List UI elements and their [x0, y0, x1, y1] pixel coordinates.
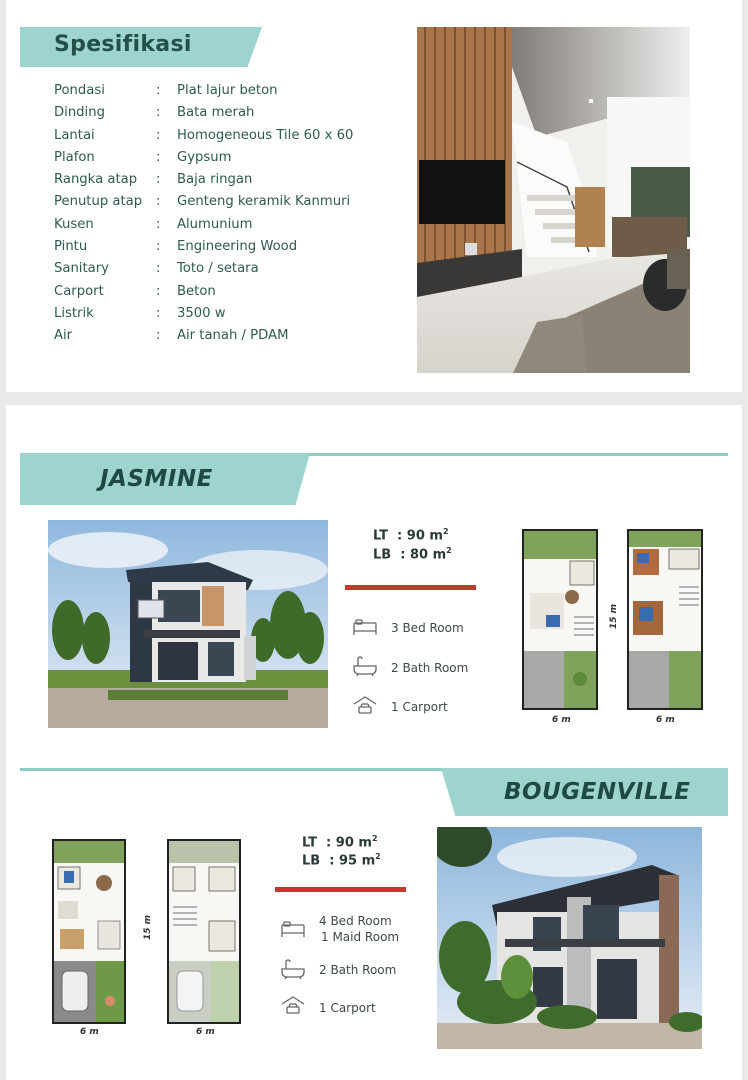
jasmine-floorplan-upper [627, 529, 703, 710]
spec-sep: : [156, 194, 161, 210]
jasmine-lb-unit-sup: 2 [446, 546, 452, 555]
spec-value: Homogeneous Tile 60 x 60 [177, 127, 354, 143]
bougenville-dim-length: 15 m [143, 914, 153, 940]
jasmine-lt: LT : 90 $m^2$ [373, 527, 449, 544]
bathtub-icon [280, 958, 306, 984]
bougenville-lt-unit-sup: 2 [371, 834, 378, 843]
carport-icon [280, 995, 306, 1021]
spec-value: Toto / setara [177, 261, 259, 277]
bougenville-lt-value: 90 m [335, 835, 372, 851]
bougenville-feature-carport: 1 Carport [319, 1001, 376, 1015]
jasmine-lt-label: LT [373, 528, 388, 544]
jasmine-lb-value: 80 m [409, 547, 447, 563]
bougenville-lb: LB : 95 $m^2$ [302, 852, 381, 869]
spec-key: Kusen [54, 216, 94, 232]
jasmine-dim-width-1: 6 m [552, 715, 571, 725]
bougenville-feature-bathroom: 2 Bath Room [319, 963, 397, 977]
spec-sep: : [156, 149, 161, 165]
spec-value: Engineering Wood [177, 239, 298, 255]
bougenville-feature-bedroom: 4 Bed Room [319, 914, 392, 928]
carport-icon [352, 695, 378, 721]
bougenville-dim-width-1: 6 m [80, 1027, 99, 1037]
house-types-page [6, 405, 742, 1080]
spec-value: Beton [177, 283, 216, 299]
spec-value: Air tanah / PDAM [177, 328, 289, 344]
bed-icon [352, 617, 378, 641]
bathtub-icon [352, 655, 378, 681]
jasmine-house-photo [48, 520, 328, 728]
spec-value: Bata merah [177, 105, 255, 121]
spec-key: Pondasi [54, 83, 105, 98]
bougenville-floorplan-upper [167, 839, 241, 1024]
spec-key: Dinding [54, 105, 105, 121]
spec-key: Penutup atap [54, 194, 143, 210]
spec-value: Baja ringan [177, 172, 253, 188]
jasmine-feature-bedroom: 3 Bed Room [391, 621, 464, 635]
spec-sep: : [156, 83, 161, 98]
jasmine-dim-length: 15 m [609, 603, 619, 629]
spec-sep: : [156, 105, 161, 121]
bougenville-lb-label: LB [302, 853, 321, 869]
interior-photo [417, 27, 690, 373]
jasmine-feature-bathroom: 2 Bath Room [391, 661, 469, 675]
spec-sep: : [156, 305, 161, 321]
bougenville-lt: LT : 90 $m^2$ [302, 834, 378, 851]
jasmine-floorplan-ground [522, 529, 598, 710]
spec-sep: : [156, 216, 161, 232]
spec-sep: : [156, 283, 161, 299]
spec-value: Genteng keramik Kanmuri [177, 194, 351, 210]
spec-key: Rangka atap [54, 172, 138, 188]
bougenville-floorplan-ground [52, 839, 126, 1024]
bougenville-lb-unit-sup: 2 [375, 852, 381, 861]
spec-key: Lantai [54, 127, 95, 143]
jasmine-lb-label: LB [373, 547, 392, 563]
spec-title: Spesifikasi [54, 32, 192, 57]
jasmine-title: JASMINE [100, 466, 213, 492]
bougenville-dim-width-2: 6 m [196, 1027, 215, 1037]
jasmine-lb: LB : 80 $m^2$ [373, 546, 452, 563]
spec-key: Air [54, 328, 73, 344]
spec-key: Sanitary [54, 261, 109, 277]
spec-value: Gypsum [177, 149, 232, 165]
jasmine-dim-width-2: 6 m [656, 715, 675, 725]
jasmine-lt-value: 90 m [406, 528, 443, 544]
spec-sep: : [156, 328, 161, 344]
spec-value: Alumunium [177, 216, 253, 232]
bed-icon [280, 919, 306, 943]
spec-sep: : [156, 261, 161, 277]
spec-page [6, 0, 742, 392]
bougenville-red-bar [275, 887, 406, 892]
bougenville-lt-label: LT [302, 835, 317, 851]
spec-key: Pintu [54, 239, 88, 255]
bougenville-lb-value: 95 m [338, 853, 376, 869]
spec-sep: : [156, 127, 161, 143]
jasmine-red-bar [345, 585, 476, 590]
spec-key: Carport [54, 283, 104, 299]
spec-key: Plafon [54, 149, 95, 165]
bougenville-title: BOUGENVILLE [504, 779, 691, 805]
spec-value: 3500 w [177, 305, 226, 321]
jasmine-feature-carport: 1 Carport [391, 700, 448, 714]
spec-sep: : [156, 172, 161, 188]
spec-sep: : [156, 239, 161, 255]
spec-value: Plat lajur beton [177, 83, 278, 98]
bougenville-house-photo [437, 827, 702, 1049]
jasmine-lt-unit-sup: 2 [442, 527, 449, 536]
bougenville-feature-maidroom: 1 Maid Room [321, 930, 400, 944]
spec-key: Listrik [54, 305, 94, 321]
